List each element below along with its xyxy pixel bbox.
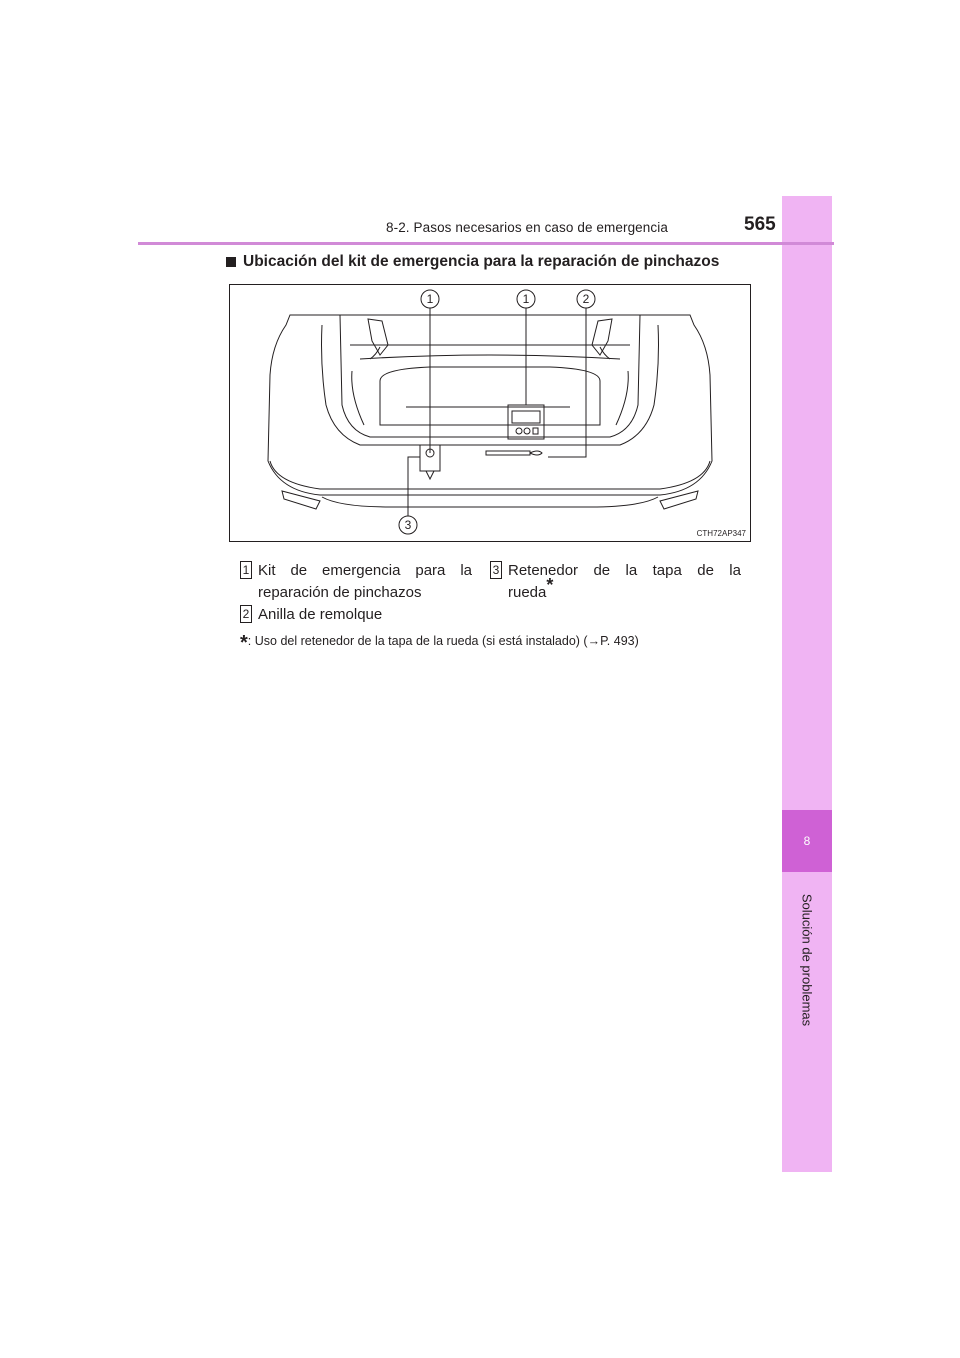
legend-footnote-marker: * (546, 575, 554, 595)
legend-text-3-line1: Retenedor de la tapa de la (508, 562, 741, 579)
footnote-marker: * (240, 632, 248, 654)
legend-text-1-line1: Kit de emergencia para la (258, 562, 472, 579)
callout-1b-label: 1 (522, 292, 530, 306)
page-number: 565 (744, 214, 776, 235)
legend-number-2: 2 (240, 605, 252, 623)
running-header: 8-2. Pasos necesarios en caso de emergencia (386, 220, 668, 235)
legend-item-2 (240, 604, 472, 626)
section-heading-text: Ubicación del kit de emergencia para la reparación de pinchazos (243, 253, 720, 270)
legend-number-1: 1 (240, 561, 252, 579)
callout-1a-label: 1 (426, 292, 434, 306)
chapter-title: Solución de problemas (799, 893, 815, 1027)
bullet-square-icon (226, 257, 236, 267)
legend-item-3 (490, 560, 741, 604)
car-rear-drawing (230, 285, 750, 541)
chapter-number: 8 (782, 810, 832, 872)
legend-item-1 (240, 560, 472, 604)
section-heading (226, 253, 719, 271)
figure-code: CTH72AP347 (696, 529, 746, 538)
legend-number-3: 3 (490, 561, 502, 579)
footnote (240, 632, 639, 655)
header-rule (138, 242, 834, 245)
callout-3-label: 3 (404, 518, 412, 532)
legend-text-2: Anilla de remolque (258, 606, 383, 623)
footnote-text: : Uso del retenedor de la tapa de la rueda (si está instalado) (→P. 493) (247, 634, 639, 648)
callout-2-label: 2 (582, 292, 590, 306)
legend-text-1-line2: reparación de pinchazos (258, 584, 422, 601)
legend-text-3-line2: rueda (508, 584, 547, 601)
trunk-illustration (229, 284, 751, 542)
